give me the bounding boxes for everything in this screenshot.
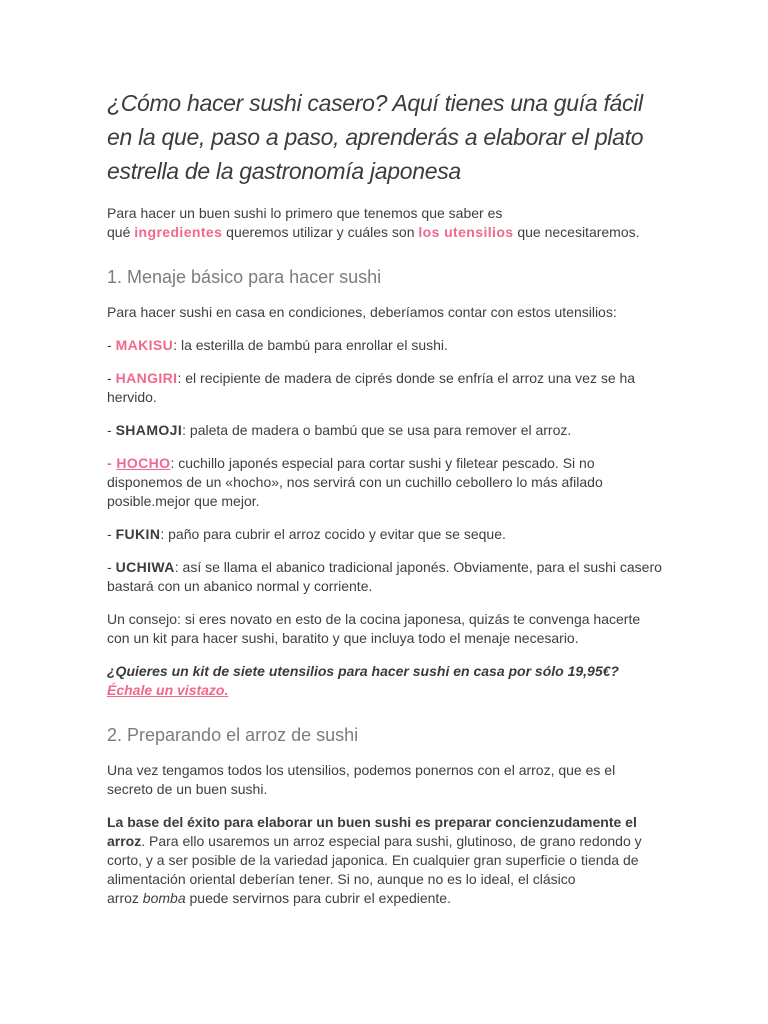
rice-after-bold: . Para ello usaremos un arroz especial para sushi, glutinoso, de grano redondo y corto, y a ser posible de la variedad japonica. En cualquier gran superficie o tienda de alimentación oriental deberían tener. Si no, aunque no es lo ideal, el clásico [107,833,642,887]
rice-variety-italic: bomba [142,890,186,906]
uchiwa-desc: : así se llama el abanico tradicional japonés. Obviamente, para el sushi casero bastará con un abanico normal y corriente. [107,559,662,594]
utensil-item-fukin [107,525,663,544]
makisu-term: MAKISU [115,337,174,353]
tip-paragraph: Un consejo: si eres novato en esto de la cocina japonesa, quizás te convenga hacerte con un kit para hacer sushi, baratito y que incluya todo el menaje necesario. [107,611,641,646]
item-dash: - [107,559,116,575]
section-1-lead: Para hacer sushi en casa en condiciones, deberíamos contar con estos utensilios: [107,304,617,320]
ingredientes-highlight: ingredientes [134,224,223,240]
utensil-item-makisu [107,336,663,355]
intro-paragraph [107,204,663,242]
utensil-item-uchiwa [107,558,663,596]
section-2-heading: 2. Preparando el arroz de sushi [107,725,359,745]
hangiri-desc: : el recipiente de madera de ciprés donde se enfría el arroz una vez se ha hervido. [107,370,636,405]
utensil-item-hocho [107,454,663,511]
promo-text: ¿Quieres un kit de siete utensilios para hacer sushi en casa por sólo 19,95€? [107,663,619,679]
item-dash: - [107,370,116,386]
promo-paragraph [107,662,663,700]
utensil-item-hangiri [107,369,663,407]
rice-bold-intro: La base del éxito para elaborar un buen sushi es preparar concienzudamente el arroz [107,814,637,849]
shamoji-term: SHAMOJI [115,422,183,438]
utensil-item-shamoji [107,421,663,440]
fukin-term: FUKIN [115,526,161,542]
rice-line2-pre: arroz [107,890,143,906]
hangiri-term: HANGIRI [115,370,178,386]
makisu-desc: : la esterilla de bambú para enrollar el sushi. [173,337,448,353]
section-2-lead: Una vez tengamos todos los utensilios, podemos ponernos con el arroz, que es el secreto de un buen sushi. [107,762,616,797]
intro-line1: Para hacer un buen sushi lo primero que tenemos que saber es [107,205,503,221]
uchiwa-term: UCHIWA [115,559,175,575]
utensilios-highlight: los utensilios [418,224,514,240]
item-dash: - [107,526,116,542]
page-title: ¿Cómo hacer sushi casero? Aquí tienes una guía fácil en la que, paso a paso, aprenderás a elaborar el plato estrella de la gastronomía japonesa [107,90,644,184]
shamoji-desc: : paleta de madera o bambú que se usa para remover el arroz. [182,422,572,438]
echale-un-vistazo-link[interactable]: Échale un vistazo. [107,682,229,698]
hocho-desc: : cuchillo japonés especial para cortar sushi y filetear pescado. Si no disponemos de un «hocho», nos servirá con un cuchillo cebollero lo más afilado posible.mejor que mejor. [107,455,603,509]
intro-line2-pre: qué [107,224,135,240]
fukin-desc: : paño para cubrir el arroz cocido y evitar que se seque. [160,526,506,542]
item-dash: - [107,337,116,353]
rice-paragraph [107,813,663,908]
item-dash: - [107,422,116,438]
intro-line2-mid: queremos utilizar y cuáles son [222,224,419,240]
intro-line2-post: que necesitaremos. [513,224,640,240]
section-1-heading: 1. Menaje básico para hacer sushi [107,267,382,287]
item-dash: - [107,455,117,471]
rice-tail: puede servirnos para cubrir el expediente. [185,890,451,906]
hocho-link[interactable]: HOCHO [116,455,171,471]
